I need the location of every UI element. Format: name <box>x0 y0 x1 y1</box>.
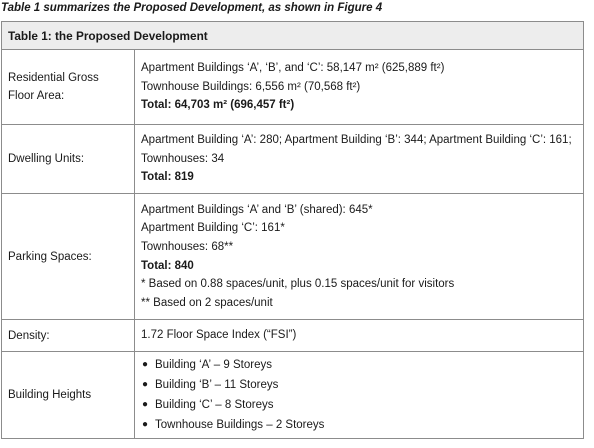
proposed-development-table <box>1 21 584 439</box>
height-townhouses: Townhouse Buildings – 2 Storeys <box>155 419 325 431</box>
list-item <box>141 355 577 375</box>
table-row <box>2 194 584 320</box>
density-value: 1.72 Floor Space Index (“FSI”) <box>141 329 297 342</box>
row-label-density: Density: <box>2 320 135 352</box>
table-caption: Table 1 summarizes the Proposed Development, as shown in Figure 4 <box>1 2 383 14</box>
list-item <box>141 395 577 415</box>
row-value-building-heights <box>135 352 584 439</box>
row-label-residential-gfa: Residential Gross Floor Area: <box>2 50 135 125</box>
gfa-apartments: Apartment Buildings ‘A’, ‘B’, and ‘C’: 58,147 m² (625,889 ft²) <box>141 62 445 75</box>
height-building-b: Building ‘B’ – 11 Storeys <box>155 379 279 391</box>
bullet-icon: ● <box>142 379 149 390</box>
row-value-density <box>135 320 584 352</box>
row-label-dwelling-units: Dwelling Units: <box>2 125 135 194</box>
parking-total: Total: 840 <box>141 259 194 272</box>
height-building-c: Building ‘C’ – 8 Storeys <box>155 399 274 411</box>
row-label-parking-spaces: Parking Spaces: <box>2 194 135 320</box>
row-label-building-heights: Building Heights <box>2 352 135 439</box>
table-title-row <box>2 22 584 50</box>
bullet-icon: ● <box>142 419 149 430</box>
parking-note-1: * Based on 0.88 spaces/unit, plus 0.15 spaces/unit for visitors <box>141 278 455 291</box>
row-value-dwelling-units <box>135 125 584 194</box>
dwelling-units-total: Total: 819 <box>141 171 194 184</box>
table-row <box>2 50 584 125</box>
parking-apartment-c: Apartment Building ‘C’: 161* <box>141 222 285 235</box>
list-item <box>141 375 577 395</box>
parking-townhouses: Townhouses: 68** <box>141 240 234 253</box>
table-row <box>2 125 584 194</box>
row-value-parking-spaces <box>135 194 584 320</box>
gfa-townhouses: Townhouse Buildings: 6,556 m² (70,568 ft²) <box>141 80 361 93</box>
height-building-a: Building ‘A’ – 9 Storeys <box>155 359 272 371</box>
parking-note-2: ** Based on 2 spaces/unit <box>141 296 273 309</box>
parking-apartments-ab: Apartment Buildings ‘A’ and ‘B’ (shared): 645* <box>141 203 373 216</box>
table-title: Table 1: the Proposed Development <box>2 22 584 50</box>
table-row <box>2 352 584 439</box>
row-value-residential-gfa <box>135 50 584 125</box>
list-item <box>141 415 577 435</box>
building-heights-list <box>141 355 577 435</box>
dwelling-units-breakdown: Apartment Building ‘A’: 280; Apartment Building ‘B’: 344; Apartment Building ‘C’: 161; Townhouses: 34 <box>141 134 572 165</box>
gfa-total: Total: 64,703 m² (696,457 ft²) <box>141 99 295 112</box>
table-row <box>2 320 584 352</box>
bullet-icon: ● <box>142 359 149 370</box>
bullet-icon: ● <box>142 399 149 410</box>
